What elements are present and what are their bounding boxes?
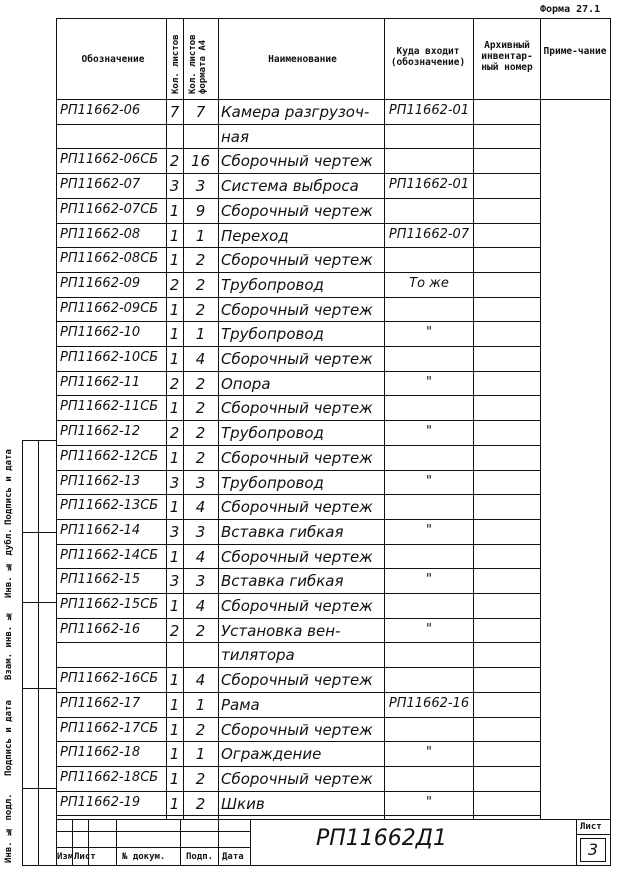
row-a4-count: 3 bbox=[195, 522, 206, 541]
stamp-change-label: Изм bbox=[57, 852, 74, 862]
row-designation: РП11662-18 bbox=[60, 745, 141, 761]
row-sheet-count: 3 bbox=[169, 522, 180, 541]
row-name: Трубопровод bbox=[221, 275, 324, 294]
row-designation: РП11662-06 bbox=[60, 103, 141, 118]
row-name: Вставка гибкая bbox=[221, 522, 344, 541]
row-where-used: РП11662-01 bbox=[388, 177, 470, 193]
row-sheet-count: 3 bbox=[169, 572, 180, 591]
row-name: Сборочный чертеж bbox=[221, 350, 373, 368]
row-name: Сборочный чертеж bbox=[221, 399, 373, 418]
row-where-used: РП11662-01 bbox=[388, 103, 470, 118]
row-name: Сборочный чертеж bbox=[221, 547, 373, 566]
side-label-signature-date: Подпись и дата bbox=[4, 449, 14, 525]
row-name: Установка вен- bbox=[221, 621, 341, 640]
header-where-used: Куда входит (обозначение) bbox=[390, 46, 466, 68]
row-designation: РП11662-12СБ bbox=[60, 448, 159, 464]
side-label-signature-date-2: Подпись и дата bbox=[4, 700, 14, 776]
row-sheet-count: 2 bbox=[169, 152, 180, 171]
row-designation: РП11662-07 bbox=[60, 177, 141, 193]
row-name: Трубопровод bbox=[221, 473, 324, 492]
row-a4-count: 3 bbox=[195, 572, 206, 591]
row-name: Ограждение bbox=[221, 745, 322, 764]
row-name: Переход bbox=[221, 226, 289, 245]
row-name: Сборочный чертеж bbox=[221, 300, 373, 319]
row-where-used: " bbox=[426, 522, 432, 538]
row-a4-count: 2 bbox=[195, 374, 206, 393]
row-a4-count: 2 bbox=[195, 769, 206, 788]
row-a4-count: 2 bbox=[195, 399, 206, 418]
row-where-used: " bbox=[426, 473, 432, 489]
row-designation: РП11662-13 bbox=[60, 473, 141, 489]
row-designation: РП11662-07СБ bbox=[60, 201, 159, 217]
row-name: Камера разгрузоч- bbox=[221, 103, 370, 121]
row-name: Трубопровод bbox=[221, 325, 324, 344]
header-archive: Архивный инвентар-ный номер bbox=[481, 40, 533, 73]
row-designation: РП11662-09СБ bbox=[60, 300, 159, 316]
row-name: Система выброса bbox=[221, 177, 359, 196]
form-label: Форма 27.1 bbox=[540, 4, 601, 15]
row-a4-count: 4 bbox=[195, 597, 206, 615]
header-note: Приме-чание bbox=[543, 46, 607, 57]
row-sheet-count: 2 bbox=[169, 275, 180, 294]
stamp-docno-label: № докум. bbox=[122, 852, 166, 862]
row-where-used: " bbox=[426, 794, 432, 810]
sheet-number: 3 bbox=[580, 838, 606, 862]
header-designation: Обозначение bbox=[81, 54, 145, 65]
row-a4-count: 2 bbox=[195, 251, 206, 270]
row-sheet-count: 1 bbox=[169, 745, 180, 764]
row-a4-count: 4 bbox=[195, 671, 206, 690]
row-name: Сборочный чертеж bbox=[221, 152, 373, 171]
row-designation: РП11662-16СБ bbox=[60, 671, 159, 687]
row-designation: РП11662-17СБ bbox=[60, 720, 159, 736]
header-sheet-count: Кол. листов bbox=[171, 34, 181, 94]
row-sheet-count: 1 bbox=[169, 720, 180, 739]
row-where-used: " bbox=[426, 572, 432, 588]
side-label-orig-inv: Инв. № подл. bbox=[4, 793, 14, 863]
row-a4-count: 1 bbox=[195, 226, 206, 245]
row-a4-count: 4 bbox=[195, 547, 206, 566]
row-sheet-count: 1 bbox=[169, 695, 180, 714]
row-name: тилятора bbox=[221, 646, 295, 665]
row-sheet-count: 1 bbox=[169, 498, 180, 517]
row-name: Сборочный чертеж bbox=[221, 251, 373, 270]
row-designation: РП11662-11 bbox=[60, 374, 141, 390]
row-sheet-count: 1 bbox=[169, 448, 180, 467]
stamp-sheet-label: Лист bbox=[74, 852, 96, 862]
row-a4-count: 3 bbox=[195, 473, 206, 492]
row-designation: РП11662-10СБ bbox=[60, 350, 159, 365]
row-a4-count: 2 bbox=[195, 448, 206, 467]
row-where-used: РП11662-07 bbox=[388, 226, 470, 242]
side-label-dup-inv: Инв. № дубл. bbox=[4, 528, 14, 598]
row-designation: РП11662-12 bbox=[60, 424, 141, 440]
row-a4-count: 2 bbox=[195, 720, 206, 739]
row-designation: РП11662-09 bbox=[60, 275, 141, 291]
row-where-used: " bbox=[426, 621, 432, 637]
row-where-used: " bbox=[426, 424, 432, 440]
row-designation: РП11662-14СБ bbox=[60, 547, 159, 563]
row-sheet-count: 7 bbox=[169, 103, 180, 121]
row-designation: РП11662-10 bbox=[60, 325, 141, 341]
row-a4-count: 4 bbox=[195, 498, 206, 517]
stamp-sheet-title: Лист bbox=[580, 822, 602, 832]
row-name: Сборочный чертеж bbox=[221, 597, 373, 615]
row-designation: РП11662-08 bbox=[60, 226, 141, 242]
header-a4-count: Кол. листов формата А4 bbox=[188, 34, 208, 94]
row-name: Сборочный чертеж bbox=[221, 498, 373, 517]
row-sheet-count: 1 bbox=[169, 350, 180, 368]
row-a4-count: 1 bbox=[195, 745, 206, 764]
row-sheet-count: 2 bbox=[169, 424, 180, 443]
row-sheet-count: 1 bbox=[169, 226, 180, 245]
row-sheet-count: 1 bbox=[169, 671, 180, 690]
row-a4-count: 1 bbox=[195, 325, 206, 344]
side-label-replace-inv: Взам. инв. № bbox=[4, 610, 14, 680]
row-where-used: То же bbox=[409, 275, 449, 291]
row-sheet-count: 1 bbox=[169, 251, 180, 270]
row-where-used: " bbox=[426, 374, 432, 390]
row-name: ная bbox=[221, 127, 250, 146]
row-designation: РП11662-15 bbox=[60, 572, 141, 588]
row-sheet-count: 1 bbox=[169, 547, 180, 566]
row-designation: РП11662-08СБ bbox=[60, 251, 159, 267]
row-designation: РП11662-15СБ bbox=[60, 597, 159, 612]
row-name: Рама bbox=[221, 695, 260, 714]
header-name: Наименование bbox=[268, 54, 337, 65]
row-where-used: " bbox=[426, 745, 432, 761]
row-name: Сборочный чертеж bbox=[221, 720, 373, 739]
stamp-sign-label: Подп. bbox=[186, 852, 214, 862]
row-sheet-count: 2 bbox=[169, 374, 180, 393]
row-name: Сборочный чертеж bbox=[221, 201, 373, 220]
row-sheet-count: 3 bbox=[169, 177, 180, 196]
row-a4-count: 2 bbox=[195, 275, 206, 294]
row-sheet-count: 1 bbox=[169, 794, 180, 813]
row-sheet-count: 1 bbox=[169, 399, 180, 418]
row-designation: РП11662-14 bbox=[60, 522, 141, 538]
row-designation: РП11662-17 bbox=[60, 695, 141, 711]
row-designation: РП11662-18СБ bbox=[60, 769, 159, 785]
row-a4-count: 7 bbox=[195, 103, 206, 121]
document-code: РП11662Д1 bbox=[316, 826, 447, 851]
row-sheet-count: 1 bbox=[169, 325, 180, 344]
row-sheet-count: 1 bbox=[169, 300, 180, 319]
row-sheet-count: 1 bbox=[169, 769, 180, 788]
row-designation: РП11662-16 bbox=[60, 621, 141, 637]
row-a4-count: 16 bbox=[190, 152, 211, 171]
row-a4-count: 2 bbox=[195, 794, 206, 813]
row-a4-count: 3 bbox=[195, 177, 206, 196]
row-a4-count: 2 bbox=[195, 300, 206, 319]
row-sheet-count: 1 bbox=[169, 201, 180, 220]
row-where-used: РП11662-16 bbox=[388, 695, 470, 711]
row-designation: РП11662-06СБ bbox=[60, 152, 159, 168]
row-a4-count: 2 bbox=[195, 424, 206, 443]
row-name: Сборочный чертеж bbox=[221, 448, 373, 467]
row-name: Вставка гибкая bbox=[221, 572, 344, 591]
row-designation: РП11662-13СБ bbox=[60, 498, 159, 514]
row-a4-count: 2 bbox=[195, 621, 206, 640]
row-name: Сборочный чертеж bbox=[221, 769, 373, 788]
binding-strip bbox=[22, 440, 56, 866]
row-name: Шкив bbox=[221, 794, 265, 813]
row-where-used: " bbox=[426, 325, 432, 341]
row-designation: РП11662-11СБ bbox=[60, 399, 159, 415]
row-name: Сборочный чертеж bbox=[221, 671, 373, 690]
row-name: Трубопровод bbox=[221, 424, 324, 443]
row-a4-count: 9 bbox=[195, 201, 206, 220]
row-a4-count: 4 bbox=[195, 350, 206, 368]
row-sheet-count: 2 bbox=[169, 621, 180, 640]
row-sheet-count: 1 bbox=[169, 597, 180, 615]
stamp-date-label: Дата bbox=[222, 852, 244, 862]
row-name: Опора bbox=[221, 374, 271, 393]
row-sheet-count: 3 bbox=[169, 473, 180, 492]
row-a4-count: 1 bbox=[195, 695, 206, 714]
row-designation: РП11662-19 bbox=[60, 794, 141, 810]
